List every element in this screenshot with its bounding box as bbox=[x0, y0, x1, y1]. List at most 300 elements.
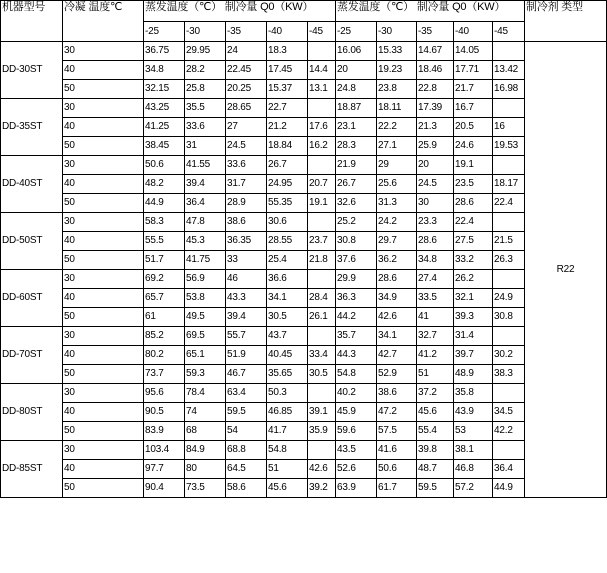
capacity-cell: 48.2 bbox=[144, 175, 185, 194]
capacity-cell: 39.3 bbox=[454, 308, 493, 327]
table-row bbox=[1, 308, 607, 327]
capacity-cell: 36.4 bbox=[493, 460, 525, 479]
capacity-cell: 43.9 bbox=[454, 403, 493, 422]
capacity-cell: 18.11 bbox=[377, 99, 417, 118]
model-name-cell: DD-50ST bbox=[1, 213, 63, 270]
capacity-cell: 28.2 bbox=[185, 61, 226, 80]
capacity-cell: 103.4 bbox=[144, 441, 185, 460]
capacity-cell: 44.2 bbox=[336, 308, 377, 327]
condensing-temp-cell: 30 bbox=[63, 384, 144, 403]
capacity-cell: 54.8 bbox=[267, 441, 308, 460]
capacity-cell: 42.6 bbox=[308, 460, 336, 479]
condensing-temp-cell: 30 bbox=[63, 270, 144, 289]
capacity-cell: 59.5 bbox=[417, 479, 454, 498]
capacity-cell: 48.9 bbox=[454, 365, 493, 384]
condensing-temp-cell: 30 bbox=[63, 42, 144, 61]
capacity-cell: 97.7 bbox=[144, 460, 185, 479]
capacity-cell: 28.65 bbox=[226, 99, 267, 118]
capacity-cell bbox=[493, 384, 525, 403]
capacity-cell: 39.4 bbox=[185, 175, 226, 194]
capacity-cell bbox=[493, 441, 525, 460]
capacity-cell: 22.4 bbox=[454, 213, 493, 232]
capacity-cell: 39.8 bbox=[417, 441, 454, 460]
capacity-cell: 36.6 bbox=[267, 270, 308, 289]
capacity-cell: 35.5 bbox=[185, 99, 226, 118]
capacity-cell: 45.9 bbox=[336, 403, 377, 422]
capacity-cell: 63.9 bbox=[336, 479, 377, 498]
capacity-cell: 36.75 bbox=[144, 42, 185, 61]
capacity-cell: 52.6 bbox=[336, 460, 377, 479]
capacity-cell: 46 bbox=[226, 270, 267, 289]
capacity-cell: 22.2 bbox=[377, 118, 417, 137]
capacity-cell bbox=[308, 213, 336, 232]
capacity-cell: 16.06 bbox=[336, 42, 377, 61]
condensing-temp-cell: 40 bbox=[63, 61, 144, 80]
table-row bbox=[1, 441, 607, 460]
capacity-cell: 23.3 bbox=[417, 213, 454, 232]
condensing-temp-cell: 50 bbox=[63, 194, 144, 213]
condensing-temp-cell: 50 bbox=[63, 80, 144, 99]
capacity-cell: 39.7 bbox=[454, 346, 493, 365]
capacity-cell: 69.2 bbox=[144, 270, 185, 289]
capacity-cell: 20.5 bbox=[454, 118, 493, 137]
capacity-cell: 25.2 bbox=[336, 213, 377, 232]
capacity-cell: 14.05 bbox=[454, 42, 493, 61]
capacity-cell: 26.3 bbox=[493, 251, 525, 270]
capacity-cell: 17.6 bbox=[308, 118, 336, 137]
capacity-cell: 42.6 bbox=[377, 308, 417, 327]
capacity-cell: 27.1 bbox=[377, 137, 417, 156]
capacity-cell: 74 bbox=[185, 403, 226, 422]
capacity-cell: 44.9 bbox=[493, 479, 525, 498]
capacity-cell: 29 bbox=[377, 156, 417, 175]
capacity-cell: 68 bbox=[185, 422, 226, 441]
capacity-cell: 31 bbox=[185, 137, 226, 156]
capacity-cell: 90.4 bbox=[144, 479, 185, 498]
capacity-cell: 50.6 bbox=[144, 156, 185, 175]
capacity-cell bbox=[493, 99, 525, 118]
capacity-cell: 30 bbox=[417, 194, 454, 213]
capacity-cell: 61.7 bbox=[377, 479, 417, 498]
capacity-cell bbox=[493, 327, 525, 346]
capacity-cell: 41.6 bbox=[377, 441, 417, 460]
capacity-cell: 78.4 bbox=[185, 384, 226, 403]
table-row bbox=[1, 365, 607, 384]
capacity-cell: 40.2 bbox=[336, 384, 377, 403]
capacity-cell: 90.5 bbox=[144, 403, 185, 422]
capacity-cell: 51.9 bbox=[226, 346, 267, 365]
capacity-cell: 34.5 bbox=[493, 403, 525, 422]
condensing-temp-cell: 40 bbox=[63, 232, 144, 251]
capacity-cell: 27.5 bbox=[454, 232, 493, 251]
capacity-cell bbox=[493, 213, 525, 232]
capacity-cell: 17.71 bbox=[454, 61, 493, 80]
capacity-cell: 55.7 bbox=[226, 327, 267, 346]
evap-temp-header: -25 bbox=[336, 22, 377, 42]
capacity-cell: 47.2 bbox=[377, 403, 417, 422]
capacity-cell: 28.6 bbox=[377, 270, 417, 289]
condensing-temp-cell: 30 bbox=[63, 441, 144, 460]
capacity-cell: 39.4 bbox=[226, 308, 267, 327]
capacity-cell: 24.6 bbox=[454, 137, 493, 156]
capacity-cell: 20 bbox=[336, 61, 377, 80]
capacity-cell: 55.35 bbox=[267, 194, 308, 213]
capacity-cell: 17.39 bbox=[417, 99, 454, 118]
capacity-cell: 54 bbox=[226, 422, 267, 441]
capacity-cell: 34.8 bbox=[417, 251, 454, 270]
capacity-cell: 16 bbox=[493, 118, 525, 137]
capacity-cell: 41 bbox=[417, 308, 454, 327]
capacity-cell: 29.7 bbox=[377, 232, 417, 251]
capacity-cell: 24.9 bbox=[493, 289, 525, 308]
capacity-cell: 45.3 bbox=[185, 232, 226, 251]
table-row bbox=[1, 251, 607, 270]
capacity-cell: 28.6 bbox=[417, 232, 454, 251]
capacity-cell: 20 bbox=[417, 156, 454, 175]
capacity-cell: 31.4 bbox=[454, 327, 493, 346]
table-row bbox=[1, 384, 607, 403]
capacity-cell: 33.4 bbox=[308, 346, 336, 365]
capacity-cell: 14.4 bbox=[308, 61, 336, 80]
capacity-cell: 36.35 bbox=[226, 232, 267, 251]
capacity-cell: 63.4 bbox=[226, 384, 267, 403]
capacity-cell: 33.2 bbox=[454, 251, 493, 270]
capacity-cell: 41.2 bbox=[417, 346, 454, 365]
capacity-cell: 23.7 bbox=[308, 232, 336, 251]
capacity-cell: 43.25 bbox=[144, 99, 185, 118]
capacity-cell: 30.8 bbox=[336, 232, 377, 251]
table-row bbox=[1, 479, 607, 498]
table-row bbox=[1, 175, 607, 194]
capacity-cell: 56.9 bbox=[185, 270, 226, 289]
capacity-cell: 50.6 bbox=[377, 460, 417, 479]
capacity-cell: 25.6 bbox=[377, 175, 417, 194]
capacity-cell: 28.9 bbox=[226, 194, 267, 213]
capacity-cell: 45.6 bbox=[417, 403, 454, 422]
evap-temp-header: -30 bbox=[377, 22, 417, 42]
capacity-cell: 37.6 bbox=[336, 251, 377, 270]
capacity-cell: 21.8 bbox=[308, 251, 336, 270]
model-name-cell: DD-30ST bbox=[1, 42, 63, 99]
capacity-cell: 25.4 bbox=[267, 251, 308, 270]
capacity-cell: 28.6 bbox=[454, 194, 493, 213]
capacity-cell: 59.3 bbox=[185, 365, 226, 384]
capacity-cell: 24 bbox=[226, 42, 267, 61]
capacity-cell: 24.5 bbox=[417, 175, 454, 194]
capacity-cell: 36.3 bbox=[336, 289, 377, 308]
capacity-cell: 30.2 bbox=[493, 346, 525, 365]
condensing-temp-cell: 50 bbox=[63, 308, 144, 327]
capacity-cell: 15.33 bbox=[377, 42, 417, 61]
table-row bbox=[1, 137, 607, 156]
capacity-cell: 33.5 bbox=[417, 289, 454, 308]
capacity-cell: 35.9 bbox=[308, 422, 336, 441]
capacity-cell: 22.4 bbox=[493, 194, 525, 213]
condensing-temp-cell: 30 bbox=[63, 213, 144, 232]
table-row bbox=[1, 213, 607, 232]
capacity-cell: 65.1 bbox=[185, 346, 226, 365]
model-name-cell: DD-60ST bbox=[1, 270, 63, 327]
condensing-temp-cell: 40 bbox=[63, 289, 144, 308]
capacity-cell: 55.5 bbox=[144, 232, 185, 251]
capacity-cell: 28.3 bbox=[336, 137, 377, 156]
capacity-cell: 19.23 bbox=[377, 61, 417, 80]
capacity-cell: 84.9 bbox=[185, 441, 226, 460]
capacity-cell: 21.5 bbox=[493, 232, 525, 251]
capacity-cell bbox=[493, 42, 525, 61]
capacity-cell: 35.65 bbox=[267, 365, 308, 384]
capacity-cell: 27.4 bbox=[417, 270, 454, 289]
capacity-cell: 30.8 bbox=[493, 308, 525, 327]
condensing-temp-cell: 30 bbox=[63, 99, 144, 118]
capacity-cell: 51 bbox=[417, 365, 454, 384]
capacity-cell: 20.25 bbox=[226, 80, 267, 99]
table-row bbox=[1, 194, 607, 213]
capacity-cell: 57.5 bbox=[377, 422, 417, 441]
condensing-temp-cell: 50 bbox=[63, 251, 144, 270]
table-row bbox=[1, 118, 607, 137]
capacity-cell: 25.8 bbox=[185, 80, 226, 99]
table-row bbox=[1, 232, 607, 251]
capacity-cell: 68.8 bbox=[226, 441, 267, 460]
capacity-cell: 44.9 bbox=[144, 194, 185, 213]
capacity-cell: 85.2 bbox=[144, 327, 185, 346]
capacity-cell: 24.95 bbox=[267, 175, 308, 194]
capacity-cell: 28.55 bbox=[267, 232, 308, 251]
capacity-cell: 61 bbox=[144, 308, 185, 327]
condensing-temp-cell: 40 bbox=[63, 175, 144, 194]
capacity-cell: 58.3 bbox=[144, 213, 185, 232]
model-name-cell: DD-80ST bbox=[1, 384, 63, 441]
evap-temp-header: -40 bbox=[454, 22, 493, 42]
capacity-cell: 27 bbox=[226, 118, 267, 137]
table-row bbox=[1, 99, 607, 118]
capacity-cell: 53 bbox=[454, 422, 493, 441]
capacity-cell: 41.55 bbox=[185, 156, 226, 175]
capacity-cell: 24.2 bbox=[377, 213, 417, 232]
condensing-temp-cell: 30 bbox=[63, 156, 144, 175]
header-row-1 bbox=[1, 1, 607, 22]
capacity-cell: 41.25 bbox=[144, 118, 185, 137]
capacity-cell: 14.67 bbox=[417, 42, 454, 61]
capacity-cell: 32.15 bbox=[144, 80, 185, 99]
capacity-cell: 22.7 bbox=[267, 99, 308, 118]
capacity-cell: 30.5 bbox=[308, 365, 336, 384]
table-row bbox=[1, 61, 607, 80]
table-row bbox=[1, 156, 607, 175]
table-row bbox=[1, 460, 607, 479]
evap-temp-header: -30 bbox=[185, 22, 226, 42]
capacity-cell: 26.1 bbox=[308, 308, 336, 327]
evap-temp-header: -35 bbox=[226, 22, 267, 42]
capacity-cell: 46.85 bbox=[267, 403, 308, 422]
capacity-cell: 38.1 bbox=[454, 441, 493, 460]
capacity-cell: 73.5 bbox=[185, 479, 226, 498]
capacity-cell: 43.3 bbox=[226, 289, 267, 308]
capacity-cell: 38.45 bbox=[144, 137, 185, 156]
capacity-cell: 42.2 bbox=[493, 422, 525, 441]
capacity-cell: 39.1 bbox=[308, 403, 336, 422]
capacity-cell: 18.3 bbox=[267, 42, 308, 61]
capacity-cell: 30.6 bbox=[267, 213, 308, 232]
condensing-temp-cell: 40 bbox=[63, 460, 144, 479]
capacity-cell: 20.7 bbox=[308, 175, 336, 194]
capacity-cell: 32.1 bbox=[454, 289, 493, 308]
model-name-cell: DD-35ST bbox=[1, 99, 63, 156]
evap-capacity-header-b: 蒸发温度（℃） 制冷量 Q0（KW） bbox=[336, 1, 525, 22]
evap-temp-header: -45 bbox=[308, 22, 336, 42]
capacity-cell: 19.1 bbox=[308, 194, 336, 213]
capacity-cell: 19.53 bbox=[493, 137, 525, 156]
capacity-cell bbox=[493, 156, 525, 175]
capacity-cell: 21.9 bbox=[336, 156, 377, 175]
capacity-cell: 25.9 bbox=[417, 137, 454, 156]
capacity-cell: 33.6 bbox=[185, 118, 226, 137]
capacity-cell: 34.8 bbox=[144, 61, 185, 80]
capacity-cell: 80 bbox=[185, 460, 226, 479]
table-row bbox=[1, 403, 607, 422]
condensing-temp-cell: 50 bbox=[63, 365, 144, 384]
capacity-cell bbox=[308, 42, 336, 61]
table-row bbox=[1, 346, 607, 365]
capacity-cell: 16.98 bbox=[493, 80, 525, 99]
condensing-temp-cell: 50 bbox=[63, 479, 144, 498]
capacity-cell: 18.17 bbox=[493, 175, 525, 194]
capacity-cell: 18.46 bbox=[417, 61, 454, 80]
capacity-cell: 52.9 bbox=[377, 365, 417, 384]
capacity-cell: 43.7 bbox=[267, 327, 308, 346]
capacity-cell: 35.8 bbox=[454, 384, 493, 403]
capacity-cell: 38.6 bbox=[377, 384, 417, 403]
capacity-cell: 36.2 bbox=[377, 251, 417, 270]
refrigerant-value-cell: R22 bbox=[525, 42, 607, 498]
evap-temp-header: -45 bbox=[493, 22, 525, 42]
capacity-cell: 29.95 bbox=[185, 42, 226, 61]
capacity-cell: 69.5 bbox=[185, 327, 226, 346]
model-name-cell: DD-70ST bbox=[1, 327, 63, 384]
capacity-cell: 29.9 bbox=[336, 270, 377, 289]
capacity-cell: 41.7 bbox=[267, 422, 308, 441]
capacity-cell: 83.9 bbox=[144, 422, 185, 441]
capacity-cell: 24.8 bbox=[336, 80, 377, 99]
model-name-cell: DD-85ST bbox=[1, 441, 63, 498]
capacity-cell: 41.75 bbox=[185, 251, 226, 270]
capacity-cell: 42.7 bbox=[377, 346, 417, 365]
capacity-cell: 34.1 bbox=[267, 289, 308, 308]
capacity-cell: 23.8 bbox=[377, 80, 417, 99]
capacity-cell: 19.1 bbox=[454, 156, 493, 175]
capacity-cell: 26.2 bbox=[454, 270, 493, 289]
capacity-cell: 46.7 bbox=[226, 365, 267, 384]
capacity-cell: 37.2 bbox=[417, 384, 454, 403]
capacity-cell: 28.4 bbox=[308, 289, 336, 308]
capacity-cell: 18.84 bbox=[267, 137, 308, 156]
capacity-cell: 33 bbox=[226, 251, 267, 270]
capacity-cell: 39.2 bbox=[308, 479, 336, 498]
table-row bbox=[1, 42, 607, 61]
capacity-cell: 59.5 bbox=[226, 403, 267, 422]
capacity-cell: 16.7 bbox=[454, 99, 493, 118]
capacity-cell: 36.4 bbox=[185, 194, 226, 213]
capacity-cell: 65.7 bbox=[144, 289, 185, 308]
capacity-cell: 64.5 bbox=[226, 460, 267, 479]
condensing-temp-cell: 50 bbox=[63, 137, 144, 156]
capacity-cell: 51 bbox=[267, 460, 308, 479]
capacity-cell: 58.6 bbox=[226, 479, 267, 498]
capacity-cell: 16.2 bbox=[308, 137, 336, 156]
capacity-cell: 59.6 bbox=[336, 422, 377, 441]
capacity-cell: 38.3 bbox=[493, 365, 525, 384]
model-name-cell: DD-40ST bbox=[1, 156, 63, 213]
capacity-cell: 46.8 bbox=[454, 460, 493, 479]
capacity-cell: 23.1 bbox=[336, 118, 377, 137]
capacity-cell: 22.8 bbox=[417, 80, 454, 99]
capacity-cell: 21.2 bbox=[267, 118, 308, 137]
table-row bbox=[1, 80, 607, 99]
capacity-cell: 13.1 bbox=[308, 80, 336, 99]
condensing-temp-cell: 50 bbox=[63, 422, 144, 441]
capacity-cell: 49.5 bbox=[185, 308, 226, 327]
condensing-temp-cell: 40 bbox=[63, 346, 144, 365]
capacity-cell: 32.7 bbox=[417, 327, 454, 346]
capacity-cell: 17.45 bbox=[267, 61, 308, 80]
capacity-cell: 80.2 bbox=[144, 346, 185, 365]
capacity-cell: 33.6 bbox=[226, 156, 267, 175]
capacity-cell bbox=[308, 327, 336, 346]
evap-capacity-header-a: 蒸发温度（℃） 制冷量 Q0（KW） bbox=[144, 1, 336, 22]
capacity-cell: 35.7 bbox=[336, 327, 377, 346]
condensing-temp-cell: 40 bbox=[63, 118, 144, 137]
refrigerant-header: 制冷剂 类型 bbox=[525, 1, 607, 42]
capacity-cell: 40.45 bbox=[267, 346, 308, 365]
capacity-cell: 22.45 bbox=[226, 61, 267, 80]
condensing-temp-cell: 30 bbox=[63, 327, 144, 346]
capacity-cell: 45.6 bbox=[267, 479, 308, 498]
evap-temp-header: -25 bbox=[144, 22, 185, 42]
evap-temp-header: -40 bbox=[267, 22, 308, 42]
capacity-cell: 32.6 bbox=[336, 194, 377, 213]
condensing-temp-cell: 40 bbox=[63, 403, 144, 422]
capacity-cell: 13.42 bbox=[493, 61, 525, 80]
capacity-cell: 54.8 bbox=[336, 365, 377, 384]
capacity-cell: 55.4 bbox=[417, 422, 454, 441]
capacity-cell: 23.5 bbox=[454, 175, 493, 194]
capacity-cell: 50.3 bbox=[267, 384, 308, 403]
capacity-cell: 38.6 bbox=[226, 213, 267, 232]
capacity-cell: 18.87 bbox=[336, 99, 377, 118]
table-row bbox=[1, 289, 607, 308]
capacity-cell: 34.1 bbox=[377, 327, 417, 346]
capacity-cell bbox=[308, 270, 336, 289]
capacity-cell: 31.3 bbox=[377, 194, 417, 213]
model-header: 机器型号 bbox=[1, 1, 63, 42]
capacity-cell bbox=[308, 441, 336, 460]
capacity-cell: 57.2 bbox=[454, 479, 493, 498]
capacity-cell: 34.9 bbox=[377, 289, 417, 308]
capacity-cell: 43.5 bbox=[336, 441, 377, 460]
table-row bbox=[1, 327, 607, 346]
capacity-cell: 24.5 bbox=[226, 137, 267, 156]
capacity-cell: 47.8 bbox=[185, 213, 226, 232]
capacity-cell: 26.7 bbox=[267, 156, 308, 175]
capacity-cell: 53.8 bbox=[185, 289, 226, 308]
capacity-cell: 44.3 bbox=[336, 346, 377, 365]
capacity-cell: 51.7 bbox=[144, 251, 185, 270]
capacity-cell: 31.7 bbox=[226, 175, 267, 194]
table-row bbox=[1, 422, 607, 441]
evap-temp-header: -35 bbox=[417, 22, 454, 42]
capacity-cell: 21.3 bbox=[417, 118, 454, 137]
